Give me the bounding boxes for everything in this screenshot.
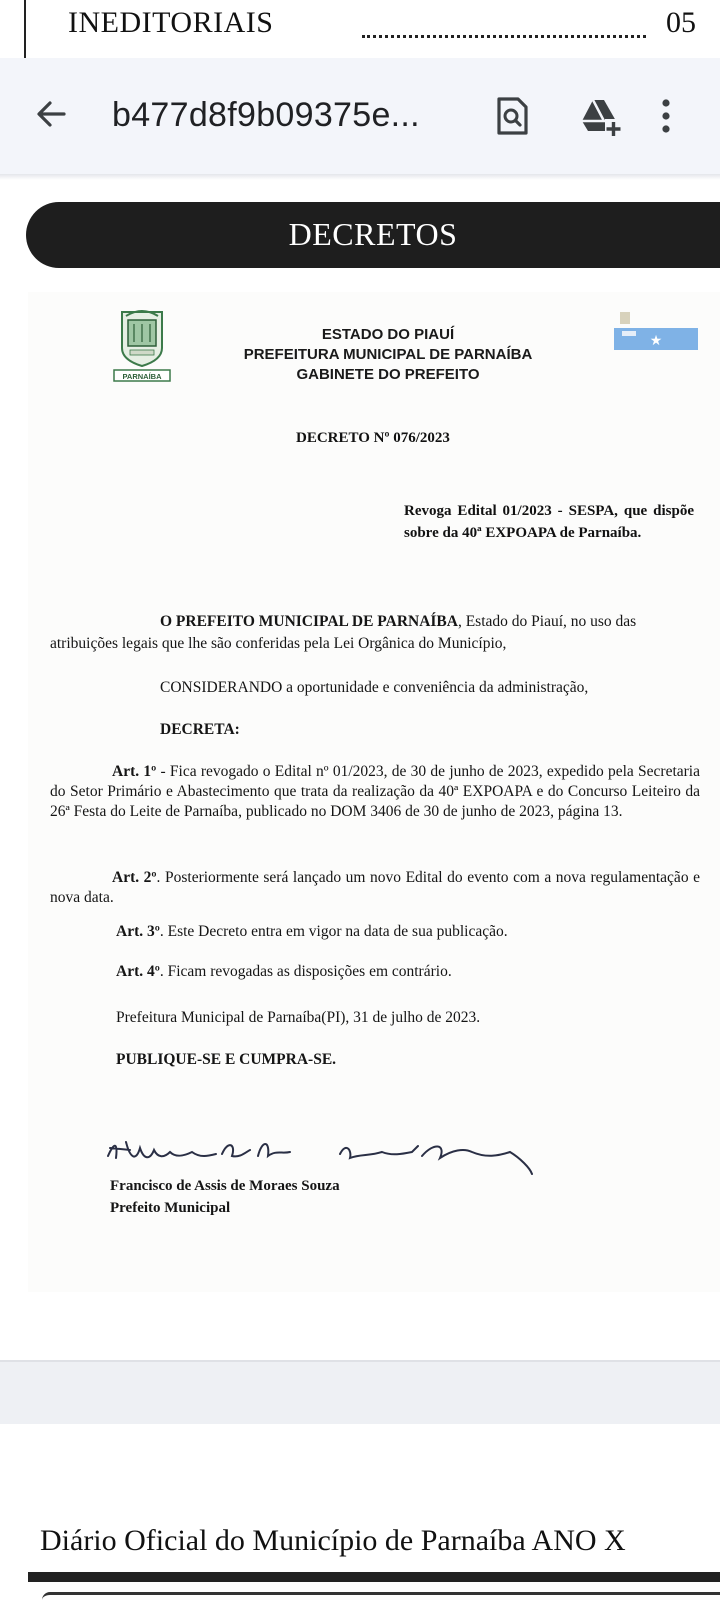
section-banner-label: DECRETOS: [288, 216, 458, 252]
header-state: ESTADO DO PIAUÍ: [321, 326, 455, 343]
footer-rule: [28, 1572, 720, 1582]
footer-rule-secondary: [42, 1592, 720, 1600]
document-viewport[interactable]: [0, 180, 720, 1360]
page-gap: [0, 1362, 720, 1424]
decree-summary: Revoga Edital 01/2023 - SESPA, que dispõe sobre da 40ª EXPOAPA de Parnaíba.: [404, 503, 694, 541]
article-4-text: . Ficam revogadas as disposições em contrário.: [159, 963, 452, 980]
article-1-label: Art. 1º: [112, 763, 157, 780]
decree-page: [28, 292, 720, 1292]
article-3-text: . Este Decreto entra em vigor na data de sua publicação.: [159, 923, 508, 940]
back-arrow-icon[interactable]: [30, 94, 70, 134]
file-name: b477d8f9b09375e...: [112, 96, 420, 134]
footer-publication-title: Diário Oficial do Município de Parnaíba ANO X: [40, 1524, 626, 1557]
preamble-line-1: [160, 612, 700, 632]
header-prefeitura: PREFEITURA MUNICIPAL DE PARNAÍBA: [243, 346, 533, 363]
section-banner: [26, 202, 720, 268]
article-1: [50, 762, 700, 822]
signatory-role: Prefeito Municipal: [110, 1200, 231, 1216]
article-4: [116, 962, 696, 982]
decreta-label: [160, 720, 240, 740]
svg-text:★: ★: [649, 333, 663, 349]
header-gabinete: GABINETE DO PREFEITO: [296, 366, 480, 383]
preamble-line-2: atribuições legais que lhe são conferidas pela Lei Orgânica do Município,: [50, 635, 507, 652]
search-document-icon[interactable]: [490, 94, 534, 138]
leader-dots: [362, 24, 646, 38]
article-3: [116, 922, 696, 942]
more-vert-icon[interactable]: [656, 94, 700, 138]
section-title: INEDITORIAIS: [68, 6, 274, 39]
article-2-label: Art. 2º: [112, 869, 157, 886]
publish-order-text: PUBLIQUE-SE E CUMPRA-SE.: [116, 1051, 337, 1068]
article-1-text: - Fica revogado o Edital nº 01/2023, de 30 de junho de 2023, expedido pela Secretaria do Setor Primário e Abastecimento que trata da realização da 40ª EXPOAPA e do Concurso Leiteiro da 26ª Festa do Leite de Parnaíba, publicado no DOM 3406 de 30 de junho de 2023, página 13.: [50, 763, 700, 820]
drive-add-icon[interactable]: [578, 94, 622, 138]
publish-order: [116, 1050, 336, 1070]
preamble-rest: , Estado do Piauí, no uso das: [457, 613, 637, 630]
signatory-name: Francisco de Assis de Moraes Souza: [110, 1178, 340, 1194]
decree-number: DECRETO Nº 076/2023: [296, 430, 450, 446]
considerando: CONSIDERANDO a oportunidade e conveniência da administração,: [160, 679, 589, 696]
place-and-date: Prefeitura Municipal de Parnaíba(PI), 31 de julho de 2023.: [116, 1009, 481, 1026]
decreta-text: DECRETA:: [160, 721, 240, 738]
article-3-label: Art. 3º: [116, 923, 160, 940]
preamble-mayor: O PREFEITO MUNICIPAL DE PARNAÍBA: [160, 613, 458, 630]
handwritten-signature: [100, 1128, 570, 1178]
header-rule: [24, 0, 26, 58]
article-2: [50, 868, 700, 908]
page-number: 05: [666, 6, 696, 39]
running-header: [0, 0, 720, 54]
article-4-label: Art. 4º: [116, 963, 160, 980]
viewer-app-bar: [0, 58, 720, 174]
crest-label: PARNAÍBA: [122, 372, 162, 381]
article-2-text: . Posteriormente será lançado um novo Edital do evento com a nova regulamentação e nova data.: [50, 869, 701, 906]
